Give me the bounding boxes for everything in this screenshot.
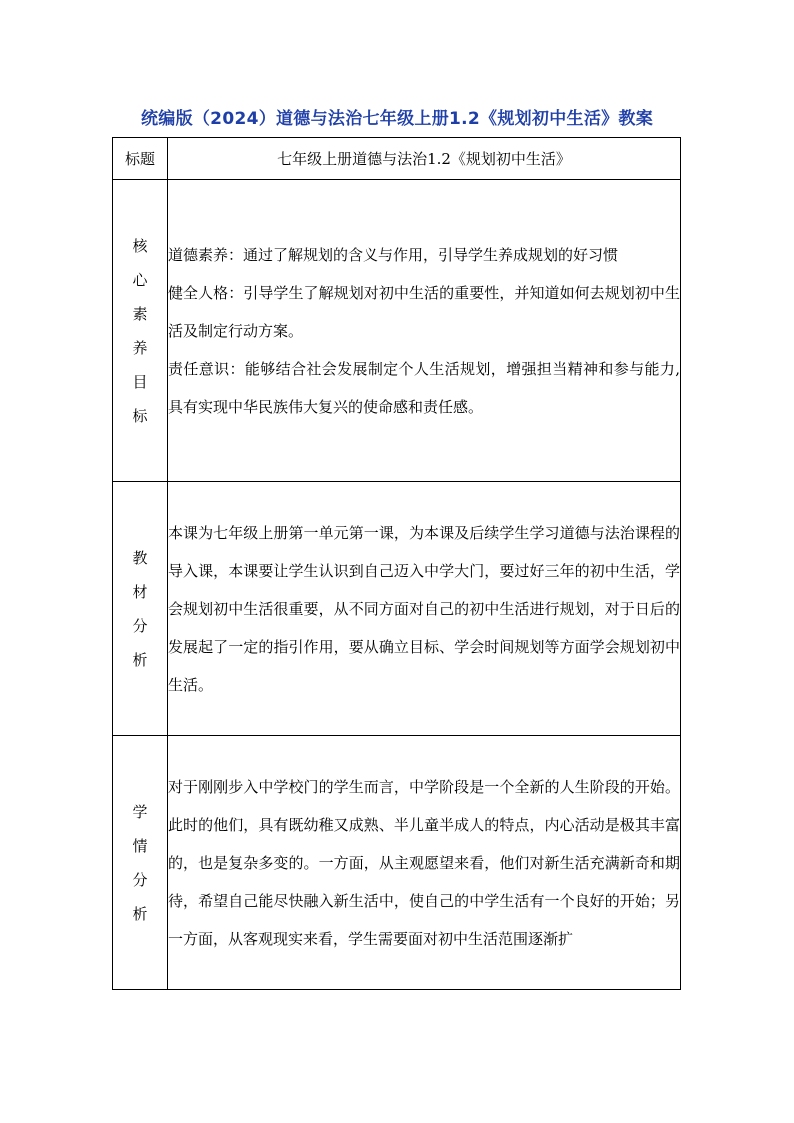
goal-responsibility: 责任意识：能够结合社会发展制定个人生活规划，增强担当精神和参与能力,具有实现中华民族伟大复兴的使命感和责任感。 — [168, 359, 680, 416]
label-material-analysis: 教材分析 — [113, 482, 168, 736]
core-goals-content — [168, 180, 681, 482]
table-row-title — [113, 138, 681, 180]
table-row-student-analysis — [113, 736, 681, 990]
lesson-plan-table — [112, 137, 681, 990]
label-core-goals: 核心素养目标 — [113, 180, 168, 482]
document-title: 统编版（2024）道德与法治七年级上册1.2《规划初中生活》教案 — [140, 109, 654, 129]
goal-personality: 健全人格：引导学生了解规划对初中生活的重要性，并知道如何去规划初中生活及制定行动方案。 — [168, 283, 680, 340]
goal-moral: 道德素养：通过了解规划的含义与作用，引导学生养成规划的好习惯 — [168, 245, 619, 264]
student-analysis-content: 对于刚刚步入中学校门的学生而言，中学阶段是一个全新的人生阶段的开始。此时的他们，具有既幼稚又成熟、半儿童半成人的特点，内心活动是极其丰富的，也是复杂多变的。一方面，从主观愿望来看，他们对新生活充满新奇和期待，希望自己能尽快融入新生活中，使自己的中学生活有一个良好的开始；另一方面，从客观现实来看，学生需要面对初中生活范围逐渐扩 — [168, 736, 681, 990]
material-analysis-content: 本课为七年级上册第一单元第一课，为本课及后续学生学习道德与法治课程的导入课，本课要让学生认识到自己迈入中学大门，要过好三年的初中生活，学会规划初中生活很重要，从不同方面对自己的初中生活进行规划，对于日后的发展起了一定的指引作用，要从确立目标、学会时间规划等方面学会规划初中生活。 — [168, 482, 681, 736]
label-student-analysis: 学情分析 — [113, 736, 168, 990]
lesson-title-value: 七年级上册道德与法治1.2《规划初中生活》 — [168, 138, 681, 180]
table-row-material-analysis — [113, 482, 681, 736]
label-title: 标题 — [113, 138, 168, 180]
table-row-core-goals — [113, 180, 681, 482]
